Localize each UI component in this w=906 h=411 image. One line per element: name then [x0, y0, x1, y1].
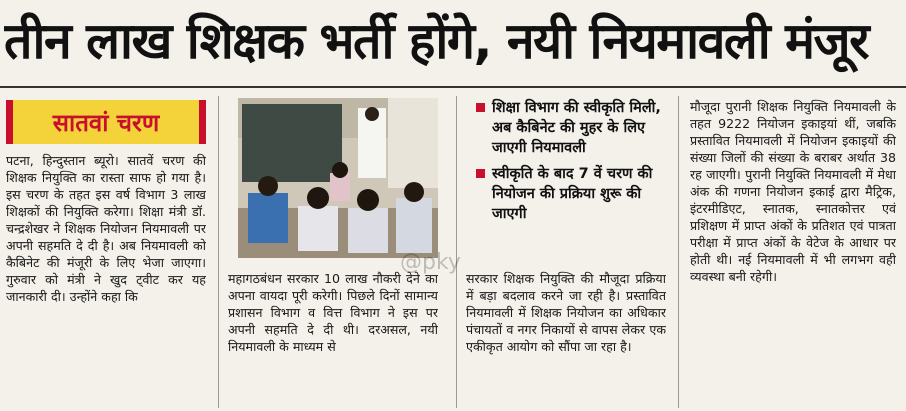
headline-rule [0, 86, 906, 88]
article-column-2: महागठबंधन सरकार 10 लाख नौकरी देने का अपना वायदा पूरी करेगी। पिछले दिनों सामान्य प्रशासन विभाग व वित्त विभाग ने इस पर अपनी सहमति दे दी थी। दरअसल, नयी नियमावली के माध्यम से [228, 271, 438, 354]
section-badge-label: सातवां चरण [52, 108, 160, 137]
column-divider [218, 96, 219, 408]
headline: तीन लाख शिक्षक भर्ती होंगे, नयी नियमावली मंजूर [4, 12, 869, 70]
highlight-bullet [476, 164, 662, 224]
classroom-photo [238, 98, 438, 258]
highlight-bullet [476, 98, 662, 158]
watermark: @pky [400, 250, 461, 275]
highlight-bullet-text: स्वीकृति के बाद 7 वें चरण की नियोजन की प्रक्रिया शुरू की जाएगी [492, 166, 653, 222]
classroom-photo-illustration [238, 98, 438, 258]
highlight-bullets [476, 98, 662, 230]
column-divider [678, 96, 679, 408]
red-square-icon [476, 169, 485, 178]
red-square-icon [476, 103, 485, 112]
highlight-bullet-text: शिक्षा विभाग की स्वीकृति मिली, अब कैबिनेट की मुहर के लिए जाएगी नियमावली [492, 100, 661, 156]
section-badge [6, 100, 206, 144]
article-column-3: सरकार शिक्षक नियुक्ति की मौजूदा प्रक्रिया में बड़ा बदलाव करने जा रही है। प्रस्तावित नियमावली में शिक्षक नियोजन का अधिकार पंचायतों व नगर निकायों से वापस लेकर एक एकीकृत आयोग को सौंपा जा रहा है। [466, 271, 666, 354]
article-column-4: मौजूदा पुरानी शिक्षक नियुक्ति नियमावली के तहत 9222 नियोजन इकाइयां थीं, जबकि प्रस्तावित नियमावली में नियोजन इकाइयों की संख्या जिलों की संख्या के बराबर अर्थात 38 रह जाएगी। पुरानी नियुक्ति नियमावली में मेधा अंक की गणना नियोजन इकाई द्वारा मैट्रिक, इंटरमीडिएट, स्नातक, स्नातकोत्तर एवं प्रशिक्षण में प्राप्त अंकों के प्रतिशत एवं पात्रता परीक्षा में प्राप्त अंकों के वेटेज के आधार पर होती थी। नई नियमावली में भी लगभग वही व्यवस्था बनी रहेगी। [690, 99, 896, 284]
article-column-1: पटना, हिन्दुस्तान ब्यूरो। सातवें चरण की शिक्षक नियुक्ति का रास्ता साफ हो गया है। इस चरण के तहत इस वर्ष विभाग 3 लाख शिक्षकों की नियुक्ति करेगा। शिक्षा मंत्री डॉ. चन्द्रशेखर ने शिक्षक नियोजन नियमावली पर अपनी सहमति दे दी है। अब नियमावली को कैबिनेट की मंजूरी के लिए भेजा जाएगा। गुरुवार को मंत्री ने खुद ट्वीट कर यह जानकारी दी। उन्होंने कहा कि [6, 153, 206, 304]
